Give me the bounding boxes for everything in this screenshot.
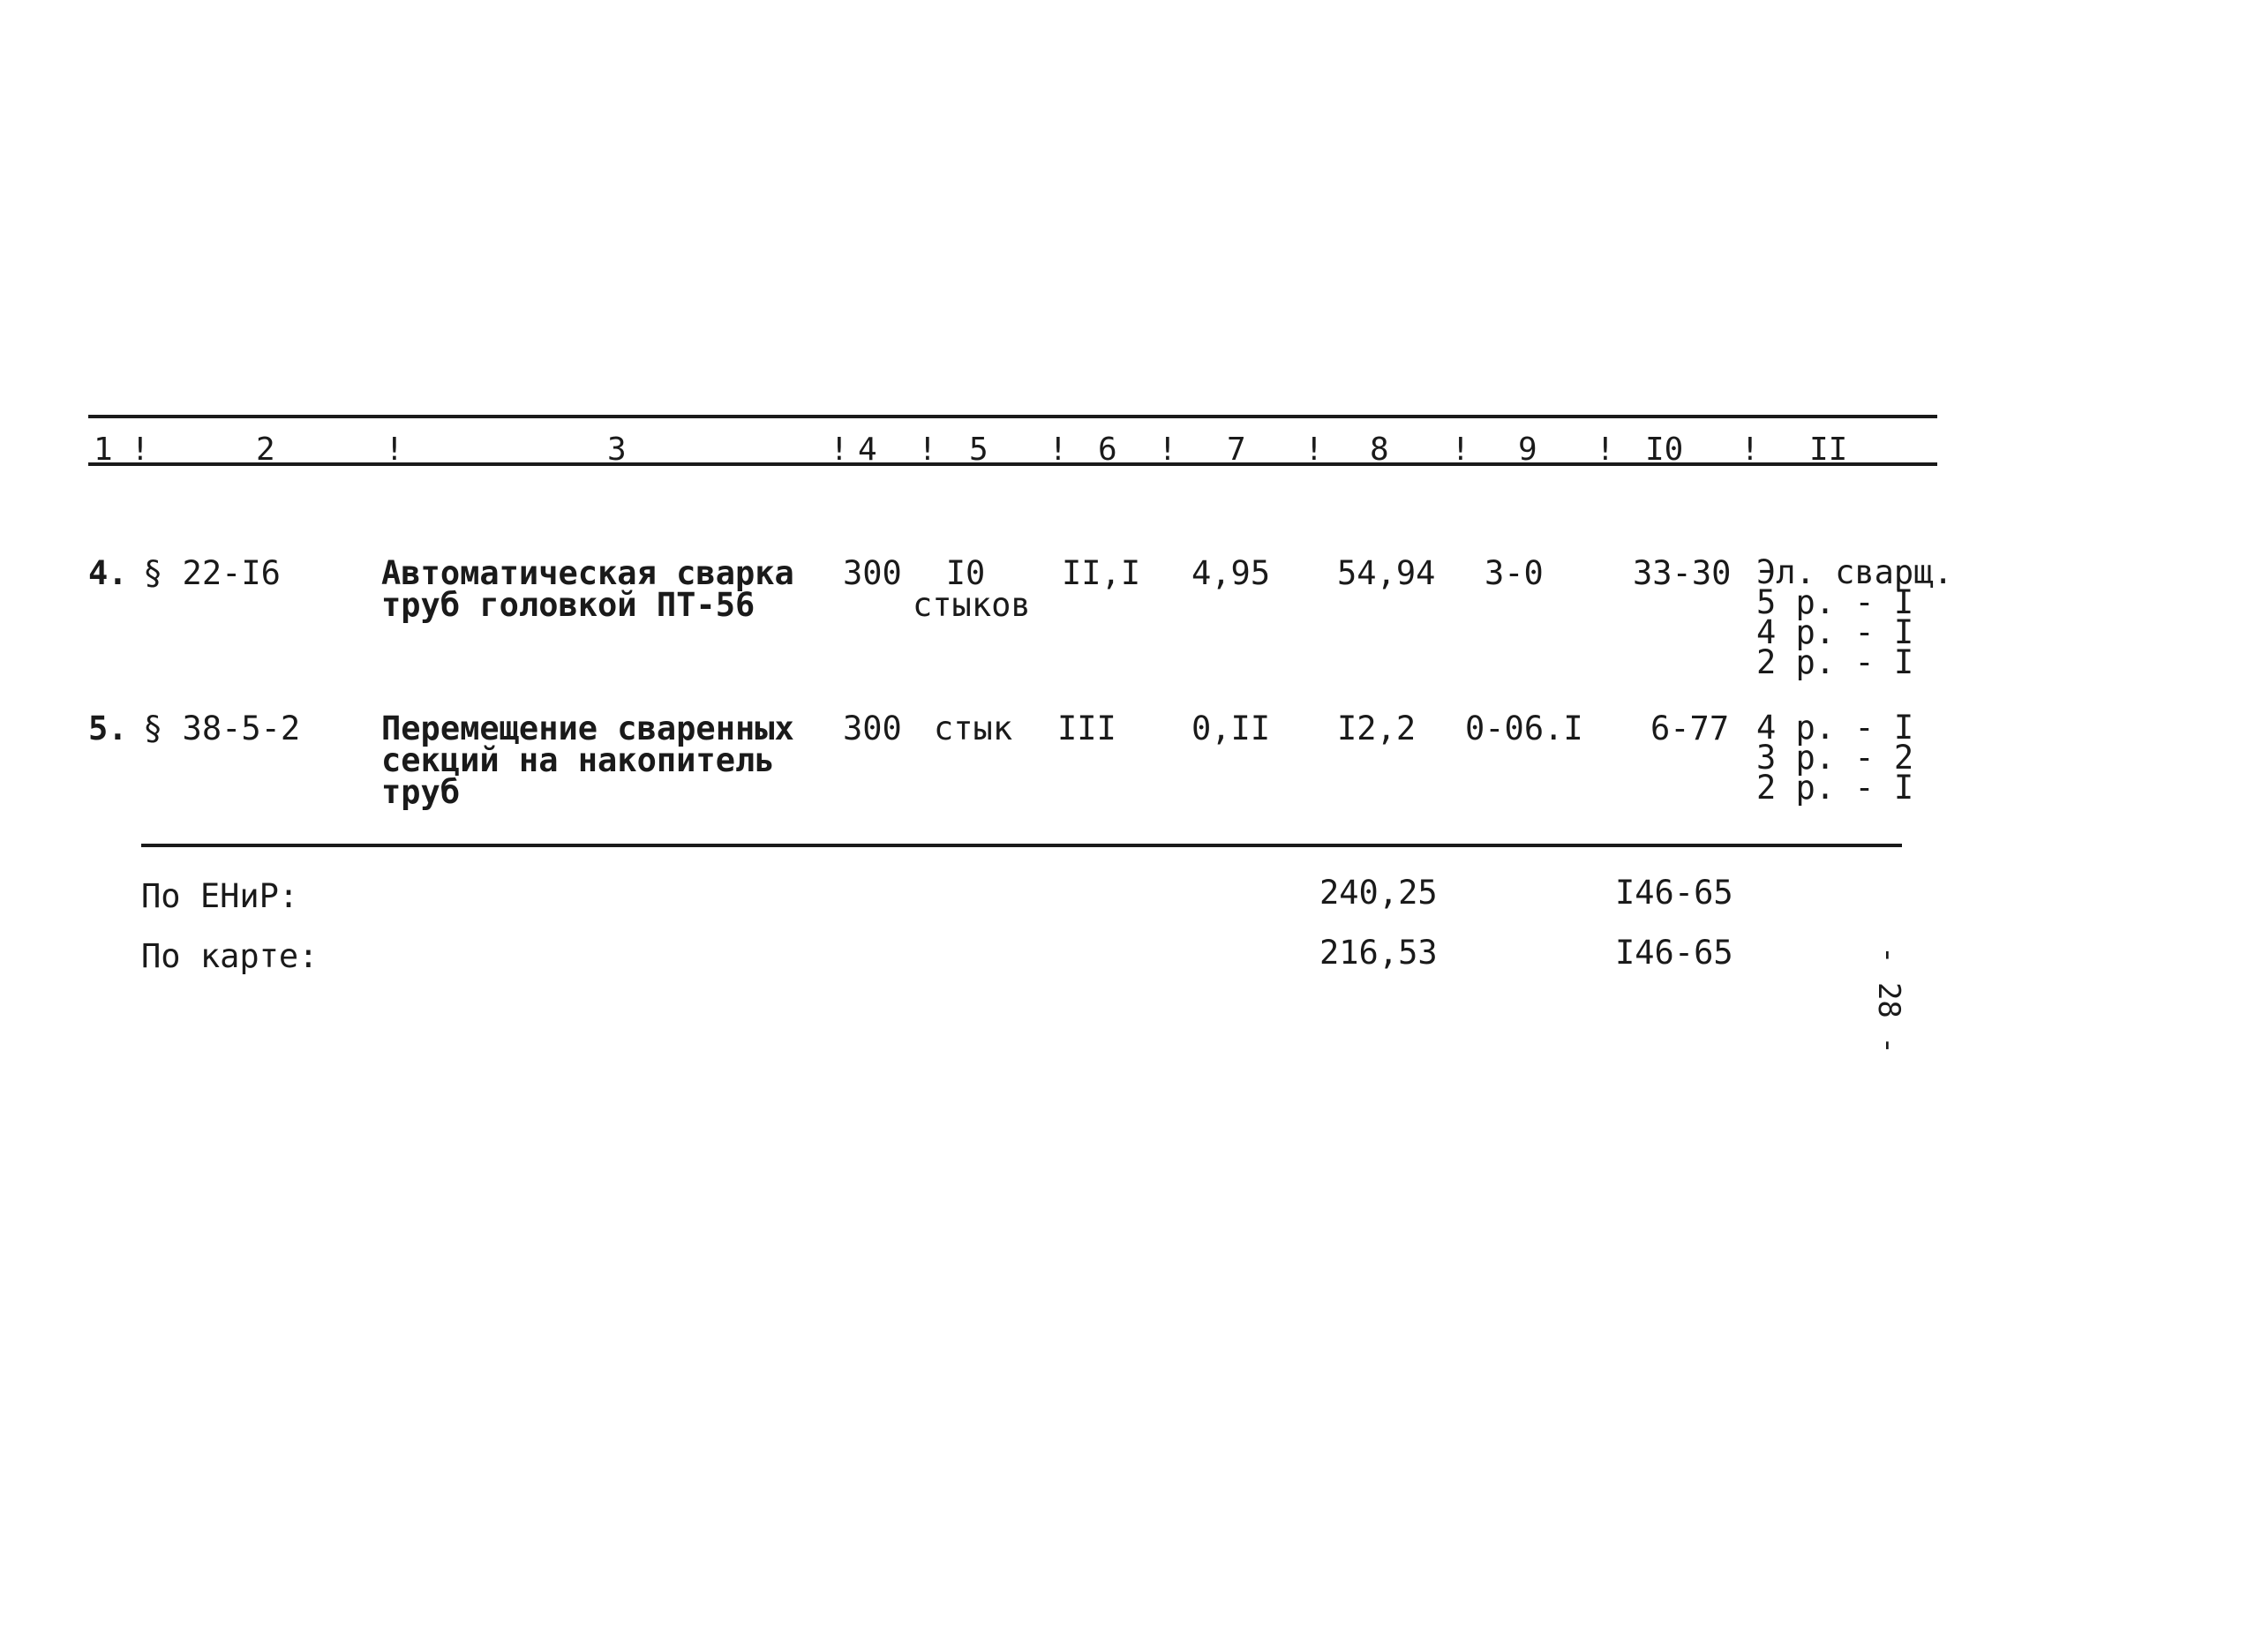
cell-col-10: 6-77	[1650, 710, 1730, 747]
cell-col-6: II,I	[1062, 554, 1141, 592]
description-line: Перемещение сваренных	[381, 710, 794, 747]
header-sep: !	[918, 432, 937, 468]
header-col-10: I0	[1645, 432, 1684, 468]
row-number: 5.	[88, 710, 128, 747]
cell-col-8: I2,2	[1337, 710, 1417, 747]
header-sep: !	[1596, 432, 1615, 468]
header-col-9: 9	[1518, 432, 1537, 468]
header-col-4: 4	[858, 432, 877, 468]
cell-col-7: 0,II	[1191, 710, 1271, 747]
totals-rule	[141, 844, 1902, 847]
header-col-5: 5	[969, 432, 988, 468]
cell-col-10: 33-30	[1633, 554, 1732, 592]
row-code: § 22-I6	[143, 554, 281, 592]
cell-line: 2 р. - I	[1756, 643, 1914, 681]
row-description	[381, 710, 794, 811]
header-sep: !	[1740, 432, 1760, 468]
header-col-8: 8	[1370, 432, 1389, 468]
cell-line: I0	[945, 554, 986, 592]
header-sep: !	[131, 432, 150, 468]
cell-line: 4 р. - I	[1756, 613, 1914, 651]
totals-col-10: I46-65	[1615, 874, 1733, 912]
header-col-6: 6	[1098, 432, 1117, 468]
totals-col-8: 216,53	[1319, 934, 1438, 972]
header-sep: !	[830, 432, 849, 468]
header-sep: !	[1304, 432, 1324, 468]
cell-col-11	[1756, 709, 1914, 807]
totals-label: По карте:	[141, 937, 319, 975]
header-sep: !	[385, 432, 404, 468]
cell-line: 4 р. - I	[1756, 709, 1914, 747]
cell-col-6: III	[1057, 710, 1116, 747]
totals-label: По ЕНиР:	[141, 877, 299, 915]
row-code: § 38-5-2	[143, 710, 301, 747]
totals-col-10: I46-65	[1615, 934, 1733, 972]
cell-col-7: 4,95	[1191, 554, 1271, 592]
cell-col-9: 0-06.I	[1465, 710, 1583, 747]
header-sep: !	[1451, 432, 1470, 468]
page-number: - 28 -	[1871, 946, 1906, 1055]
cell-line: стык	[934, 710, 1013, 747]
header-col-2: 2	[256, 432, 275, 468]
description-line: труб головкой ПТ-56	[381, 586, 755, 624]
cell-col-5	[934, 710, 1013, 747]
header-sep: !	[1158, 432, 1177, 468]
header-col-7: 7	[1227, 432, 1246, 468]
row-number: 4.	[88, 554, 128, 592]
cell-col-5	[913, 554, 1031, 624]
cell-col-8: 54,94	[1337, 554, 1436, 592]
header-sep: !	[1049, 432, 1068, 468]
cell-line: 5 р. - I	[1756, 583, 1914, 621]
header-top-rule	[88, 415, 1937, 418]
header-col-11: II	[1809, 432, 1848, 468]
description-line: труб	[381, 773, 461, 811]
cell-line: Эл. сварщ.	[1756, 553, 1953, 591]
cell-line: стыков	[913, 586, 1031, 624]
cell-col-11	[1756, 553, 1953, 681]
cell-col-9: 3-0	[1485, 554, 1544, 592]
cell-col-4: 300	[843, 554, 902, 592]
description-line: Автоматическая сварка	[381, 554, 794, 592]
header-col-3: 3	[607, 432, 627, 468]
row-description	[381, 554, 794, 624]
cell-col-4: 300	[843, 710, 902, 747]
header-col-1: 1	[94, 432, 113, 468]
description-line: секций на накопитель	[381, 741, 775, 779]
totals-col-8: 240,25	[1319, 874, 1438, 912]
cell-line: 2 р. - I	[1756, 769, 1914, 807]
cell-line: 3 р. - 2	[1756, 739, 1914, 777]
